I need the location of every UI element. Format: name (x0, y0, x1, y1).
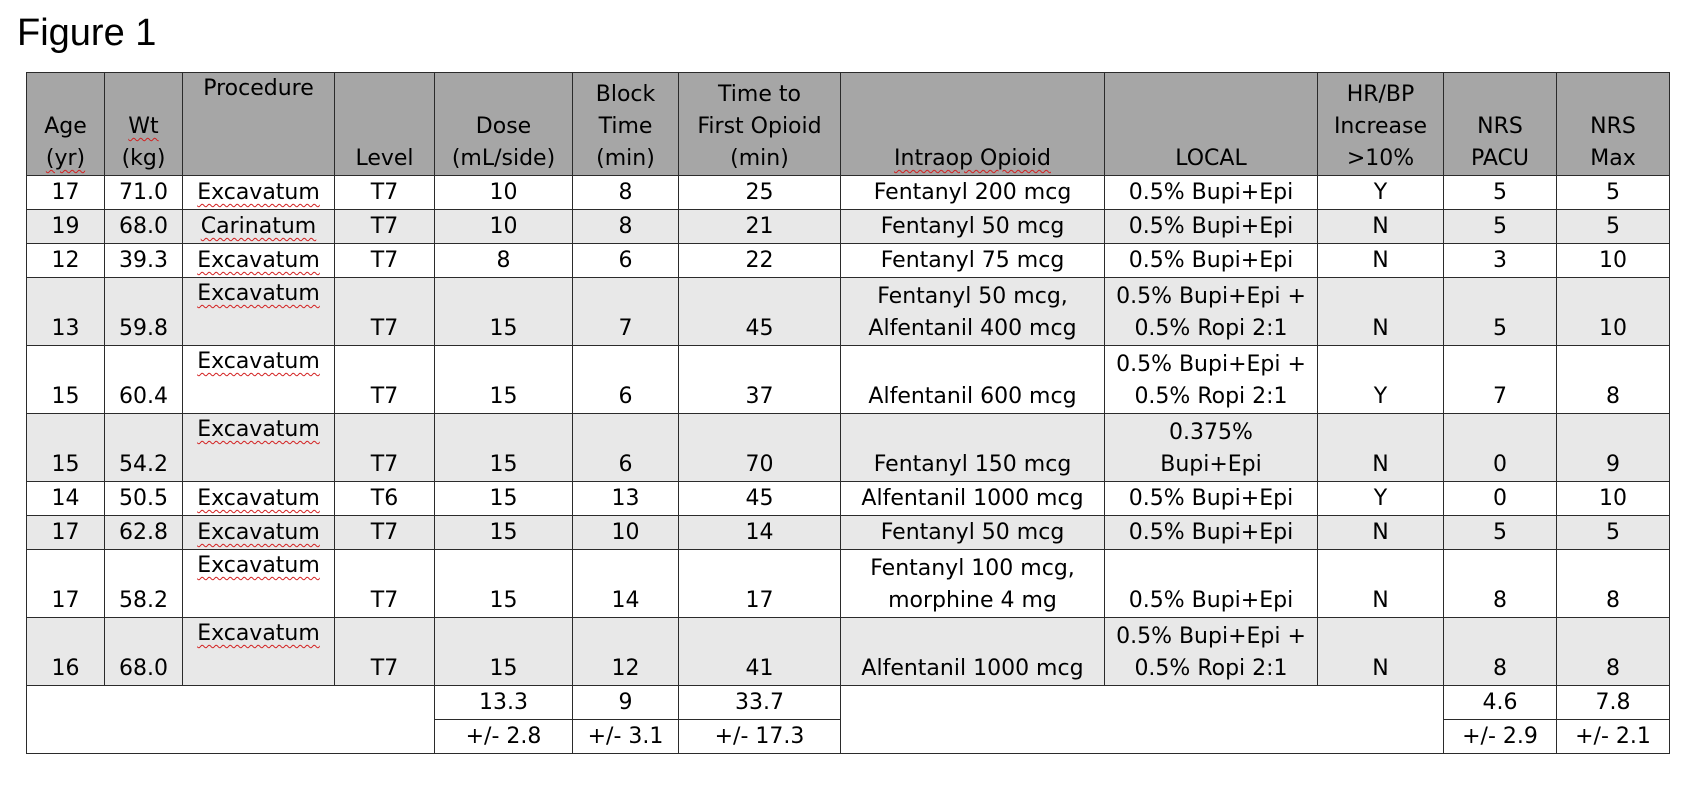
cell-local: 0.5% Bupi+Epi + 0.5% Ropi 2:1 (1105, 346, 1318, 414)
cell-age: 15 (27, 346, 105, 414)
cell-dose: 8 (435, 244, 573, 278)
cell-block-time: 6 (573, 244, 679, 278)
cell-hrbp: N (1318, 244, 1444, 278)
cell-hrbp: Y (1318, 346, 1444, 414)
cell-nrs-pacu: 7 (1444, 346, 1557, 414)
mean-time-to-opioid: 33.7 (679, 686, 841, 720)
sd-nrs-max: +/- 2.1 (1557, 720, 1670, 754)
cell-block-time: 10 (573, 516, 679, 550)
cell-dose: 15 (435, 618, 573, 686)
cell-dose: 10 (435, 210, 573, 244)
header-block-time: Block Time (min) (573, 73, 679, 176)
header-dose: Dose (mL/side) (435, 73, 573, 176)
cell-level: T7 (335, 414, 435, 482)
header-nrs-max: NRS Max (1557, 73, 1670, 176)
cell-nrs-max: 5 (1557, 176, 1670, 210)
cell-dose: 15 (435, 550, 573, 618)
cell-wt: 50.5 (105, 482, 183, 516)
summary-blank-middle (841, 686, 1444, 754)
cell-nrs-max: 10 (1557, 278, 1670, 346)
cell-intraop-opioid: Alfentanil 600 mcg (841, 346, 1105, 414)
mean-nrs-max: 7.8 (1557, 686, 1670, 720)
cell-intraop-opioid: Fentanyl 200 mcg (841, 176, 1105, 210)
cell-intraop-opioid: Fentanyl 75 mcg (841, 244, 1105, 278)
cell-nrs-max: 8 (1557, 550, 1670, 618)
cell-hrbp: N (1318, 516, 1444, 550)
cell-nrs-pacu: 5 (1444, 210, 1557, 244)
cell-age: 14 (27, 482, 105, 516)
header-row (27, 73, 1670, 176)
cell-nrs-max: 10 (1557, 244, 1670, 278)
cell-dose: 15 (435, 414, 573, 482)
cell-intraop-opioid: Alfentanil 1000 mcg (841, 482, 1105, 516)
table-row (27, 346, 1670, 414)
cell-local: 0.5% Bupi+Epi (1105, 210, 1318, 244)
cell-local: 0.375% Bupi+Epi (1105, 414, 1318, 482)
cell-block-time: 6 (573, 346, 679, 414)
table-row (27, 244, 1670, 278)
cell-nrs-max: 5 (1557, 210, 1670, 244)
cell-dose: 15 (435, 482, 573, 516)
cell-wt: 68.0 (105, 210, 183, 244)
cell-level: T7 (335, 618, 435, 686)
cell-time-to-opioid: 21 (679, 210, 841, 244)
cell-local: 0.5% Bupi+Epi (1105, 176, 1318, 210)
cell-wt: 71.0 (105, 176, 183, 210)
table-row (27, 516, 1670, 550)
header-local: LOCAL (1105, 73, 1318, 176)
summary-mean-row (27, 686, 1670, 720)
cell-intraop-opioid: Fentanyl 100 mcg, morphine 4 mg (841, 550, 1105, 618)
table-row (27, 482, 1670, 516)
cell-wt: 59.8 (105, 278, 183, 346)
cell-wt: 60.4 (105, 346, 183, 414)
cell-age: 17 (27, 550, 105, 618)
cell-age: 15 (27, 414, 105, 482)
sd-nrs-pacu: +/- 2.9 (1444, 720, 1557, 754)
cell-procedure: Excavatum (183, 482, 335, 516)
cell-nrs-max: 5 (1557, 516, 1670, 550)
cell-level: T7 (335, 176, 435, 210)
cell-nrs-max: 8 (1557, 618, 1670, 686)
cell-wt: 54.2 (105, 414, 183, 482)
cell-age: 12 (27, 244, 105, 278)
summary-blank-left (27, 686, 435, 754)
cell-local: 0.5% Bupi+Epi + 0.5% Ropi 2:1 (1105, 618, 1318, 686)
table-body (27, 176, 1670, 686)
cell-block-time: 6 (573, 414, 679, 482)
mean-dose: 13.3 (435, 686, 573, 720)
cell-dose: 15 (435, 346, 573, 414)
cell-time-to-opioid: 14 (679, 516, 841, 550)
header-age: Age (yr) (27, 73, 105, 176)
cell-intraop-opioid: Fentanyl 50 mcg (841, 210, 1105, 244)
cell-level: T7 (335, 516, 435, 550)
cell-nrs-pacu: 8 (1444, 618, 1557, 686)
cell-dose: 15 (435, 278, 573, 346)
cell-wt: 68.0 (105, 618, 183, 686)
cell-level: T7 (335, 550, 435, 618)
cell-block-time: 7 (573, 278, 679, 346)
cell-intraop-opioid: Fentanyl 50 mcg, Alfentanil 400 mcg (841, 278, 1105, 346)
cell-hrbp: N (1318, 618, 1444, 686)
cell-level: T7 (335, 278, 435, 346)
cell-procedure: Excavatum (183, 346, 335, 414)
header-procedure: Procedure (183, 73, 335, 176)
table-row (27, 414, 1670, 482)
cell-wt: 58.2 (105, 550, 183, 618)
header-hrbp-increase: HR/BP Increase >10% (1318, 73, 1444, 176)
header-nrs-pacu: NRS PACU (1444, 73, 1557, 176)
table-row (27, 550, 1670, 618)
table-row (27, 278, 1670, 346)
cell-hrbp: N (1318, 550, 1444, 618)
cell-intraop-opioid: Alfentanil 1000 mcg (841, 618, 1105, 686)
cell-hrbp: N (1318, 414, 1444, 482)
cell-level: T7 (335, 346, 435, 414)
cell-procedure: Excavatum (183, 618, 335, 686)
cell-intraop-opioid: Fentanyl 150 mcg (841, 414, 1105, 482)
cell-dose: 10 (435, 176, 573, 210)
cell-procedure: Excavatum (183, 244, 335, 278)
cell-age: 19 (27, 210, 105, 244)
cell-age: 17 (27, 176, 105, 210)
cell-nrs-pacu: 3 (1444, 244, 1557, 278)
cell-age: 17 (27, 516, 105, 550)
cell-intraop-opioid: Fentanyl 50 mcg (841, 516, 1105, 550)
cell-block-time: 14 (573, 550, 679, 618)
cell-time-to-opioid: 45 (679, 482, 841, 516)
summary-section (27, 686, 1670, 754)
cell-time-to-opioid: 17 (679, 550, 841, 618)
cell-local: 0.5% Bupi+Epi + 0.5% Ropi 2:1 (1105, 278, 1318, 346)
figure-title: Figure 1 (17, 12, 157, 54)
cell-block-time: 8 (573, 176, 679, 210)
cell-nrs-pacu: 5 (1444, 516, 1557, 550)
cell-nrs-pacu: 8 (1444, 550, 1557, 618)
header-time-to-first-opioid: Time to First Opioid (min) (679, 73, 841, 176)
cell-block-time: 13 (573, 482, 679, 516)
table-row (27, 176, 1670, 210)
table-row (27, 618, 1670, 686)
cell-level: T7 (335, 210, 435, 244)
header-wt: Wt (kg) (105, 73, 183, 176)
header-intraop-opioid: Intraop Opioid (841, 73, 1105, 176)
cell-block-time: 8 (573, 210, 679, 244)
results-table (26, 72, 1670, 754)
table-row (27, 210, 1670, 244)
cell-local: 0.5% Bupi+Epi (1105, 550, 1318, 618)
cell-local: 0.5% Bupi+Epi (1105, 516, 1318, 550)
cell-nrs-max: 10 (1557, 482, 1670, 516)
cell-nrs-pacu: 5 (1444, 278, 1557, 346)
cell-procedure: Excavatum (183, 516, 335, 550)
cell-time-to-opioid: 25 (679, 176, 841, 210)
cell-procedure: Excavatum (183, 278, 335, 346)
cell-nrs-pacu: 5 (1444, 176, 1557, 210)
cell-time-to-opioid: 37 (679, 346, 841, 414)
cell-age: 13 (27, 278, 105, 346)
cell-wt: 62.8 (105, 516, 183, 550)
cell-procedure: Carinatum (183, 210, 335, 244)
cell-hrbp: Y (1318, 176, 1444, 210)
cell-hrbp: N (1318, 278, 1444, 346)
cell-nrs-pacu: 0 (1444, 414, 1557, 482)
sd-block-time: +/- 3.1 (573, 720, 679, 754)
cell-time-to-opioid: 41 (679, 618, 841, 686)
cell-procedure: Excavatum (183, 550, 335, 618)
cell-nrs-pacu: 0 (1444, 482, 1557, 516)
cell-procedure: Excavatum (183, 176, 335, 210)
mean-block-time: 9 (573, 686, 679, 720)
sd-time-to-opioid: +/- 17.3 (679, 720, 841, 754)
cell-level: T7 (335, 244, 435, 278)
cell-local: 0.5% Bupi+Epi (1105, 482, 1318, 516)
cell-procedure: Excavatum (183, 414, 335, 482)
mean-nrs-pacu: 4.6 (1444, 686, 1557, 720)
cell-block-time: 12 (573, 618, 679, 686)
cell-wt: 39.3 (105, 244, 183, 278)
cell-time-to-opioid: 45 (679, 278, 841, 346)
cell-time-to-opioid: 70 (679, 414, 841, 482)
cell-nrs-max: 8 (1557, 346, 1670, 414)
cell-time-to-opioid: 22 (679, 244, 841, 278)
cell-hrbp: Y (1318, 482, 1444, 516)
sd-dose: +/- 2.8 (435, 720, 573, 754)
cell-age: 16 (27, 618, 105, 686)
cell-level: T6 (335, 482, 435, 516)
cell-nrs-max: 9 (1557, 414, 1670, 482)
header-level: Level (335, 73, 435, 176)
cell-hrbp: N (1318, 210, 1444, 244)
cell-local: 0.5% Bupi+Epi (1105, 244, 1318, 278)
cell-dose: 15 (435, 516, 573, 550)
